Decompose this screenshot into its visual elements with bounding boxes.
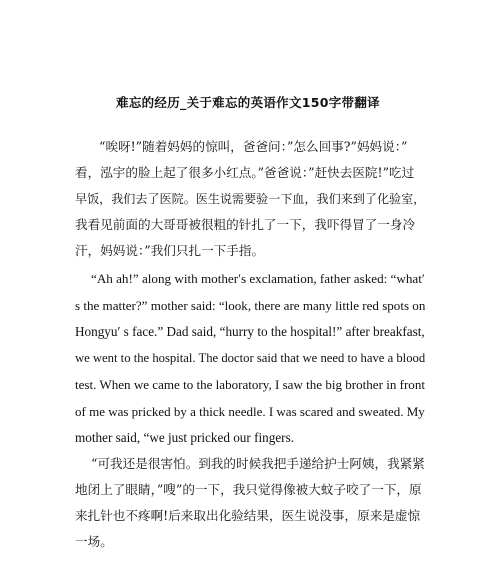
paragraph-1-line-5: 汗，妈妈说：”我们只扎一下手指。 (75, 243, 265, 258)
paragraph-1-line-1: “唉呀!”随着妈妈的惊叫，爸爸问：”怎么回事?”妈妈说：” (99, 139, 408, 154)
paragraph-3-line-3: 来扎针也不疼啊!后来取出化验结果，医生说没事，原来是虚惊 (75, 508, 421, 523)
paragraph-1-line-4: 我看见前面的大哥哥被很粗的针扎了一下，我吓得冒了一身冷 (75, 217, 416, 232)
paragraph-3-line-4: 一场。 (75, 534, 113, 549)
document-title: 难忘的经历_关于难忘的英语作文150字带翻译 (116, 95, 380, 110)
paragraph-2-line-2: s the matter?” mother said: “look, there are many little red spots on (75, 298, 426, 313)
paragraph-2-line-1: “Ah ah!” along with mother′s exclamation, father asked: “what′ (91, 271, 425, 286)
paragraph-2-line-6: of me was pricked by a thick needle. I was scared and sweated. My (75, 404, 425, 419)
paragraph-3-line-1: “可我还是很害怕。到我的时候我把手递给护士阿姨，我紧紧 (91, 456, 425, 471)
paragraph-1-line-3: 早饭，我们去了医院。医生说需要验一下血，我们来到了化验室， (75, 192, 426, 206)
paragraph-2-line-4: we went to the hospital. The doctor said that we need to have a blood (75, 351, 426, 365)
paragraph-2-line-5: test. When we came to the laboratory, I saw the big brother in front (75, 377, 425, 392)
paragraph-2-line-7: mother said, “we just pricked our fingers. (75, 430, 294, 445)
paragraph-3-line-2: 地闭上了眼睛，”嗖”的一下，我只觉得像被大蚊子咬了一下，原 (75, 482, 422, 497)
paragraph-1-line-2: 看，泓宇的脸上起了很多小红点。”爸爸说：”赶快去医院!”吃过 (75, 165, 415, 180)
paragraph-2-line-3: Hongyu′ s face.” Dad said, “hurry to the hospital!” after breakfast, (75, 324, 425, 339)
